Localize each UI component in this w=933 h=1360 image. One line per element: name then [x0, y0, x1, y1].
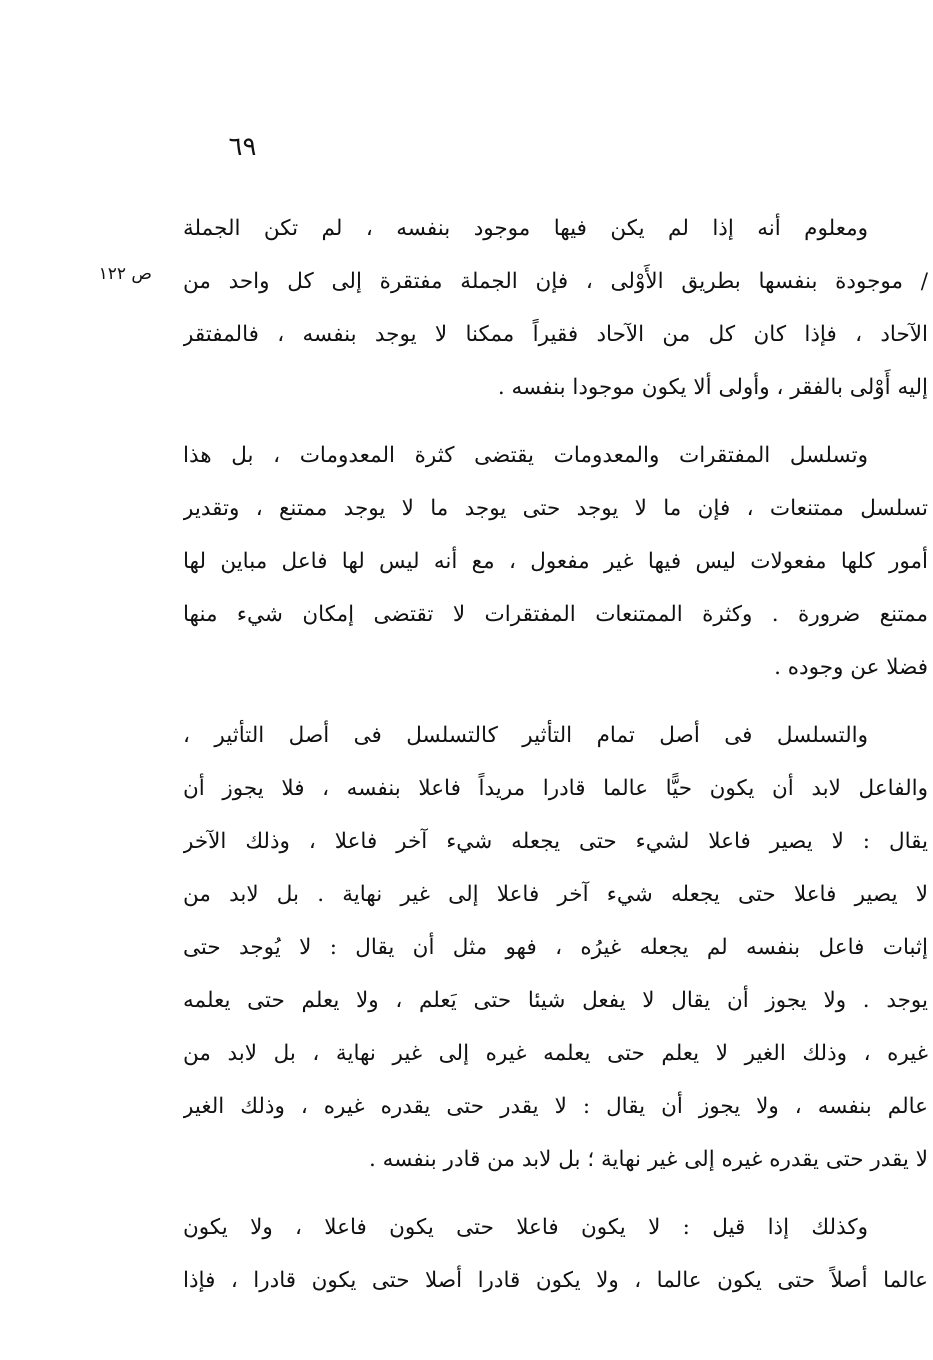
text-line: عالما أصلاً حتى يكون عالما ، ولا يكون قادرا أصلا حتى يكون قادرا ، فإذا — [183, 1268, 928, 1293]
text-line: عالم بنفسه ، ولا يجوز أن يقال : لا يقدر حتى يقدره غيره ، وذلك الغير — [183, 1094, 928, 1119]
paragraph-2 — [183, 429, 928, 694]
text-line: يوجد . ولا يجوز أن يقال لا يفعل شيئا حتى يَعلم ، ولا يعلم حتى يعلمه — [183, 988, 928, 1013]
paragraph-1 — [183, 202, 928, 414]
text-line: تسلسل ممتنعات ، فإن ما لا يوجد حتى يوجد ما لا يوجد ممتنع ، وتقدير — [183, 496, 928, 521]
text-line: لا يصير فاعلا حتى يجعله شيء آخر فاعلا إلى غير نهاية . بل لابد من — [183, 882, 928, 907]
text-line: ومعلوم أنه إذا لم يكن فيها موجود بنفسه ، لم تكن الجملة — [183, 216, 868, 241]
text-line: الآحاد ، فإذا كان كل من الآحاد فقيراً ممكنا لا يوجد بنفسه ، فالمفتقر — [183, 322, 928, 347]
text-line: ممتنع ضرورة . وكثرة الممتنعات المفتقرات لا تقتضى إمكان شيء منها — [183, 602, 928, 627]
text-line: فضلا عن وجوده . — [774, 655, 928, 680]
page-number: ٦٩ — [228, 132, 257, 162]
text-line: / موجودة بنفسها بطريق الأَوْلى ، فإن الجملة مفتقرة إلى كل واحد من — [183, 269, 928, 294]
paragraph-4 — [183, 1201, 928, 1307]
text-line: يقال : لا يصير فاعلا لشيء حتى يجعله شيء آخر فاعلا ، وذلك الآخر — [183, 829, 928, 854]
text-line: إثبات فاعل بنفسه لم يجعله غيرُه ، فهو مثل أن يقال : لا يُوجد حتى — [183, 935, 928, 960]
text-line: والتسلسل فى أصل تمام التأثير كالتسلسل فى أصل التأثير ، — [183, 723, 868, 748]
text-line: غيره ، وذلك الغير لا يعلم حتى يعلمه غيره إلى غير نهاية ، بل لابد من — [183, 1041, 928, 1066]
text-line: وكذلك إذا قيل : لا يكون فاعلا حتى يكون فاعلا ، ولا يكون — [183, 1215, 868, 1240]
text-line: وتسلسل المفتقرات والمعدومات يقتضى كثرة المعدومات ، بل هذا — [183, 443, 868, 468]
paragraph-3 — [183, 709, 928, 1186]
text-line: إليه أَوْلى بالفقر ، وأولى ألا يكون موجودا بنفسه . — [497, 375, 928, 400]
margin-page-reference: ص ١٢٢ — [98, 264, 152, 284]
text-line: والفاعل لابد أن يكون حيًّا عالما قادرا مريداً فاعلا بنفسه ، فلا يجوز أن — [183, 776, 928, 801]
text-line: لا يقدر حتى يقدره غيره إلى غير نهاية ؛ بل لابد من قادر بنفسه . — [369, 1147, 928, 1172]
text-line: أمور كلها مفعولات ليس فيها غير مفعول ، مع أنه ليس لها فاعل مباين لها — [183, 549, 928, 574]
main-text — [183, 202, 928, 1307]
